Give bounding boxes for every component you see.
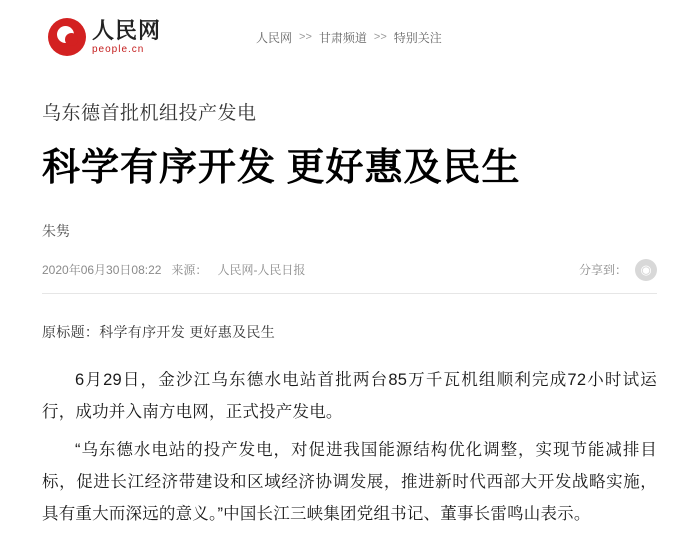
site-logo[interactable]	[48, 18, 178, 56]
breadcrumb-item-1[interactable]: 甘肃频道	[318, 30, 367, 45]
share-box	[579, 259, 657, 281]
breadcrumb	[256, 29, 442, 46]
page-title: 科学有序开发 更好惠及民生	[42, 147, 521, 189]
article-meta	[42, 259, 657, 294]
site-header	[0, 0, 699, 56]
breadcrumb-item-2[interactable]: 特别关注	[393, 30, 442, 45]
article-paragraph: “乌东德水电站的投产发电，对促进我国能源结构优化调整，实现节能减排目标，促进长江经济带建设和区域经济协调发展，推进新时代西部大开发战略实施，具有重大而深远的意义。”中国长江三峡集团党组书记、董事长雷鸣山表示。	[42, 440, 657, 524]
article-source: 人民网-人民日报	[217, 263, 306, 277]
article-content	[42, 364, 657, 531]
logo-title-cn: 人民网	[92, 17, 162, 43]
breadcrumb-item-0[interactable]: 人民网	[256, 30, 293, 45]
share-label: 分享到：	[578, 263, 627, 277]
article-subtitle: 乌东德首批机组投产发电	[42, 103, 257, 124]
article-body	[0, 98, 699, 530]
breadcrumb-separator: >>	[373, 31, 387, 43]
meta-left	[42, 261, 305, 278]
article-paragraph: 6月29日，金沙江乌东德水电站首批两台85万千瓦机组顺利完成72小时试运行，成功并入南方电网，正式投产发电。	[42, 370, 657, 421]
breadcrumb-separator: >>	[299, 31, 312, 43]
weibo-icon[interactable]: ◉	[635, 259, 657, 281]
people-cn-logo-icon	[48, 18, 86, 56]
article-date: 2020年06月30日08:22	[42, 263, 162, 277]
logo-text	[92, 17, 162, 55]
article-author: 朱隽	[42, 222, 70, 239]
original-title: 原标题：科学有序开发 更好惠及民生	[42, 323, 275, 340]
source-label: 来源：	[171, 263, 208, 277]
logo-title-en: people.cn	[92, 43, 145, 55]
